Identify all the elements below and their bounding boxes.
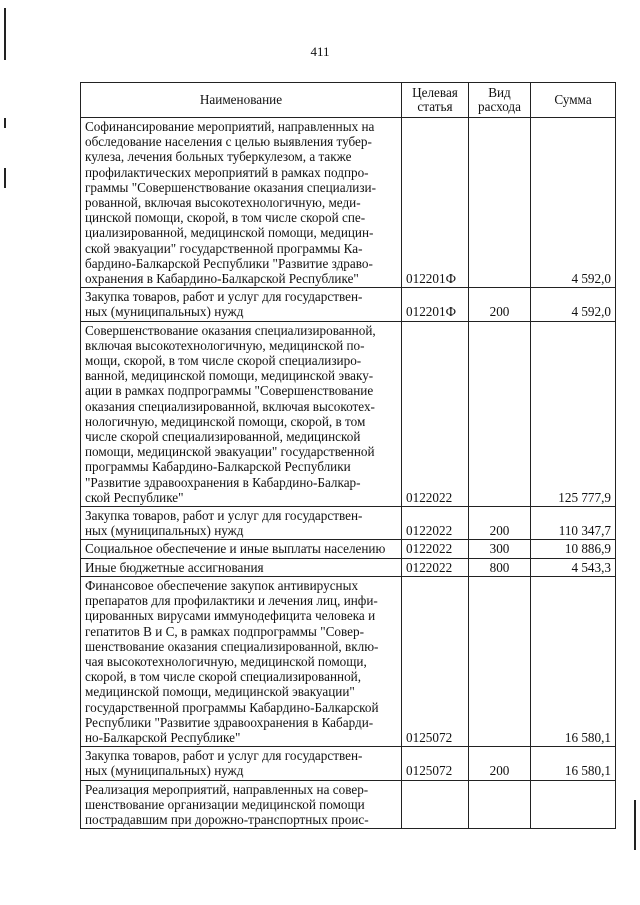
- row-name: Софинансирование мероприятий, направленных на обследование населения с целью выявления тубер- кулеза, лечения больных туберкулезом, а также профилактических мероприятий в рамках подпро- граммы "Совершенствование оказания специализи- рованной, включая высокотехнологичную, меди- цинской помощи, скорой, в том числе скорой спе- циализированной, медицинской помощи, медицин- ской эвакуации" государственной программы Ка- бардино-Балкарской Республики "Развитие здраво- охранения в Кабардино-Балкарской Республике": [81, 118, 402, 288]
- row-target-article: 0122022: [402, 558, 469, 576]
- table-row: [81, 558, 616, 576]
- scan-mark-left-lower: [4, 168, 6, 188]
- row-target-article: 0125072: [402, 576, 469, 746]
- row-amount: 4 543,3: [531, 558, 616, 576]
- table-row: [81, 118, 616, 288]
- row-name: Закупка товаров, работ и услуг для государствен- ных (муниципальных) нужд: [81, 507, 402, 540]
- row-target-article: 012201Ф: [402, 118, 469, 288]
- scan-mark-right: [634, 800, 636, 850]
- table-row: [81, 576, 616, 746]
- row-expense-type: 300: [469, 540, 531, 558]
- row-name: Закупка товаров, работ и услуг для государствен- ных (муниципальных) нужд: [81, 747, 402, 780]
- row-amount: 10 886,9: [531, 540, 616, 558]
- row-expense-type: [469, 118, 531, 288]
- row-expense-type: [469, 576, 531, 746]
- table-row: [81, 507, 616, 540]
- row-name: Социальное обеспечение и иные выплаты населению: [81, 540, 402, 558]
- row-expense-type: [469, 321, 531, 506]
- row-amount: 16 580,1: [531, 747, 616, 780]
- row-expense-type: [469, 780, 531, 829]
- row-name: Финансовое обеспечение закупок антивирусных препаратов для профилактики и лечения лиц, инфи- цированных вирусами иммунодефицита человека и гепатитов В и С, в рамках подпрограммы "Совер- шенствование оказания специализированной, вклю- чая высокотехнологичную, медицинской помощи, скорой, в том числе скорой специализированной, медицинской помощи, медицинской эвакуации" государственной программы Кабардино-Балкарской Республики "Развитие здравоохранения в Кабарди- но-Балкарской Республике": [81, 576, 402, 746]
- table-header-row: [81, 83, 616, 118]
- row-target-article: 012201Ф: [402, 288, 469, 321]
- table-row: [81, 540, 616, 558]
- row-name: Совершенствование оказания специализированной, включая высокотехнологичную, медицинской по- мощи, скорой, в том числе скорой специализиро- ванной, медицинской помощи, медицинской эваку- ации в рамках подпрограммы "Совершенствование оказания специализированной, включая высокотех- нологичную, медицинской помощи, скорой, в том числе скорой специализированной, медицинской помощи, медицинской эвакуации" государственной программы Кабардино-Балкарской Республики "Развитие здравоохранения в Кабардино-Балкар- ской Республике": [81, 321, 402, 506]
- header-expense-type: Вид расхода: [469, 83, 531, 118]
- row-amount: 4 592,0: [531, 118, 616, 288]
- row-amount: 4 592,0: [531, 288, 616, 321]
- row-amount: 16 580,1: [531, 576, 616, 746]
- row-target-article: 0122022: [402, 540, 469, 558]
- table-row: [81, 747, 616, 780]
- row-name: Закупка товаров, работ и услуг для государствен- ных (муниципальных) нужд: [81, 288, 402, 321]
- budget-table: [80, 82, 616, 829]
- scan-mark-left-top: [4, 8, 6, 60]
- row-target-article: 0122022: [402, 507, 469, 540]
- row-amount: 110 347,7: [531, 507, 616, 540]
- header-target-article: Целевая статья: [402, 83, 469, 118]
- row-name: Реализация мероприятий, направленных на совер- шенствование организации медицинской помощи пострадавшим при дорожно-транспортных проис-: [81, 780, 402, 829]
- header-amount: Сумма: [531, 83, 616, 118]
- row-target-article: 0122022: [402, 321, 469, 506]
- row-target-article: [402, 780, 469, 829]
- row-name: Иные бюджетные ассигнования: [81, 558, 402, 576]
- header-name: Наименование: [81, 83, 402, 118]
- table-row: [81, 321, 616, 506]
- row-expense-type: 200: [469, 747, 531, 780]
- row-expense-type: 200: [469, 288, 531, 321]
- table-row: [81, 780, 616, 829]
- row-expense-type: 200: [469, 507, 531, 540]
- scan-mark-left-middle: [4, 118, 6, 128]
- page-number: 411: [310, 44, 330, 59]
- row-amount: 125 777,9: [531, 321, 616, 506]
- row-expense-type: 800: [469, 558, 531, 576]
- row-target-article: 0125072: [402, 747, 469, 780]
- row-amount: [531, 780, 616, 829]
- table-row: [81, 288, 616, 321]
